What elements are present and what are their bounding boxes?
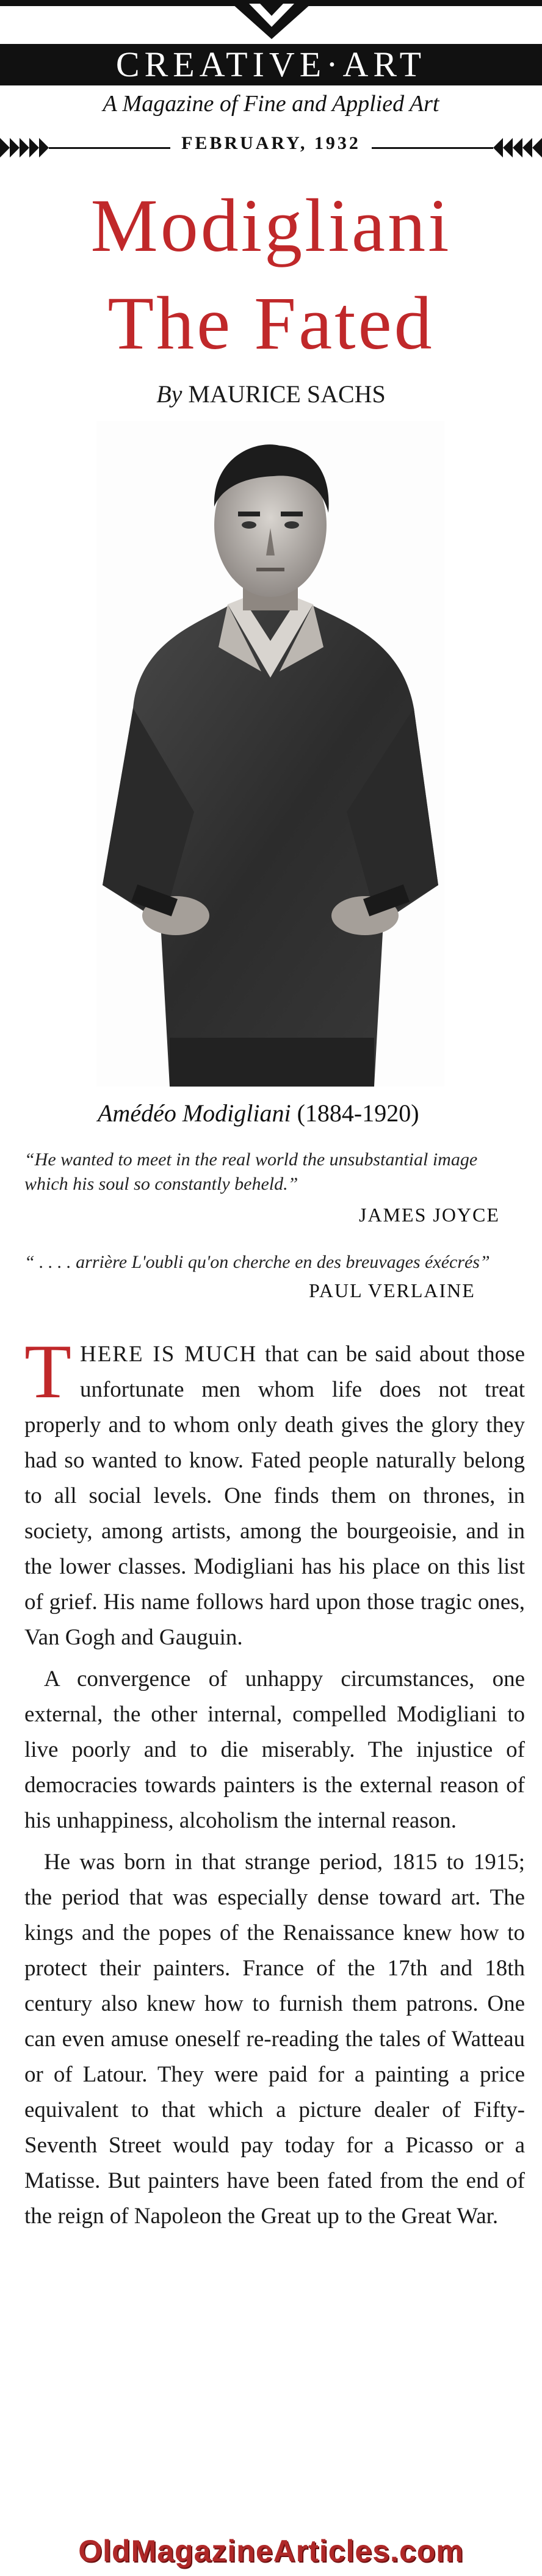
- portrait-photo: [96, 421, 444, 1087]
- paragraph-2: A convergence of unhappy circumstances, one external, the other internal, compelled Modigliani to live poorly and to die miserably. The injustice of democracies towards painters is the external reason of his unhappiness, alcoholism the internal reason.: [24, 1666, 525, 1833]
- paragraph-1-text: that can be said about those unfortunate men whom life does not treat properly and to whom only death gives the glory they had so wanted to know. Fated people naturally belong to all social levels. One finds them on thrones, in society, among artists, among the bourgeoisie, and in the lower classes. Modigliani has his place on this list of grief. His name follows hard upon those tragic ones, Van Gogh and Gauguin.: [24, 1342, 525, 1650]
- article-body: [24, 1330, 525, 2240]
- epigraph-verlaine-quote: “ . . . . arrière L'oubli qu'on cherche en des breuvages éxécrés”: [24, 1252, 490, 1272]
- epigraph-joyce-author: JAMES JOYCE: [359, 1204, 500, 1226]
- lead-in: HERE IS MUCH: [79, 1342, 258, 1367]
- caption-years: (1884-1920): [297, 1099, 419, 1127]
- article-title-line1: Modigliani: [90, 184, 452, 267]
- drop-cap: T: [24, 1330, 71, 1414]
- photo-caption: [98, 1099, 488, 1127]
- epigraph-joyce-quote: “He wanted to meet in the real world the unsubstantial image which his soul so constantly beheld.”: [24, 1149, 478, 1194]
- paragraph-3: He was born in that strange period, 1815 to 1915; the period that was especially dense toward art. The kings and the popes of the Renaissance knew how to protect their painters. France of the 17th and 18th century also knew how to furnish them patrons. One can even amuse oneself re-reading the tales of Watteau or of Latour. They were paid for a painting a price equivalent to that which a picture dealer of Fifty-Seventh Street would pay today for a Picasso or a Matisse. But painters have been fated from the end of the reign of Napoleon the Great up to the Great War.: [24, 1850, 525, 2229]
- issue-date: FEBRUARY, 1932: [0, 133, 542, 154]
- article-title-line2: The Fated: [107, 281, 435, 365]
- byline-author: MAURICE SACHS: [188, 380, 386, 408]
- caption-name: Amédéo Modigliani: [98, 1099, 291, 1127]
- portrait-illustration: [96, 421, 444, 1087]
- masthead-title: CREATIVE·ART: [0, 44, 542, 85]
- epigraph-verlaine-author: PAUL VERLAINE: [309, 1279, 475, 1301]
- byline: [0, 380, 542, 408]
- masthead-subtitle: A Magazine of Fine and Applied Art: [103, 91, 439, 117]
- watermark-link[interactable]: OldMagazineArticles.com: [78, 2534, 464, 2568]
- paragraph-1: [24, 1330, 525, 1655]
- masthead: [0, 0, 542, 159]
- masthead-logo-icon: [232, 4, 311, 40]
- byline-by: By: [156, 380, 182, 408]
